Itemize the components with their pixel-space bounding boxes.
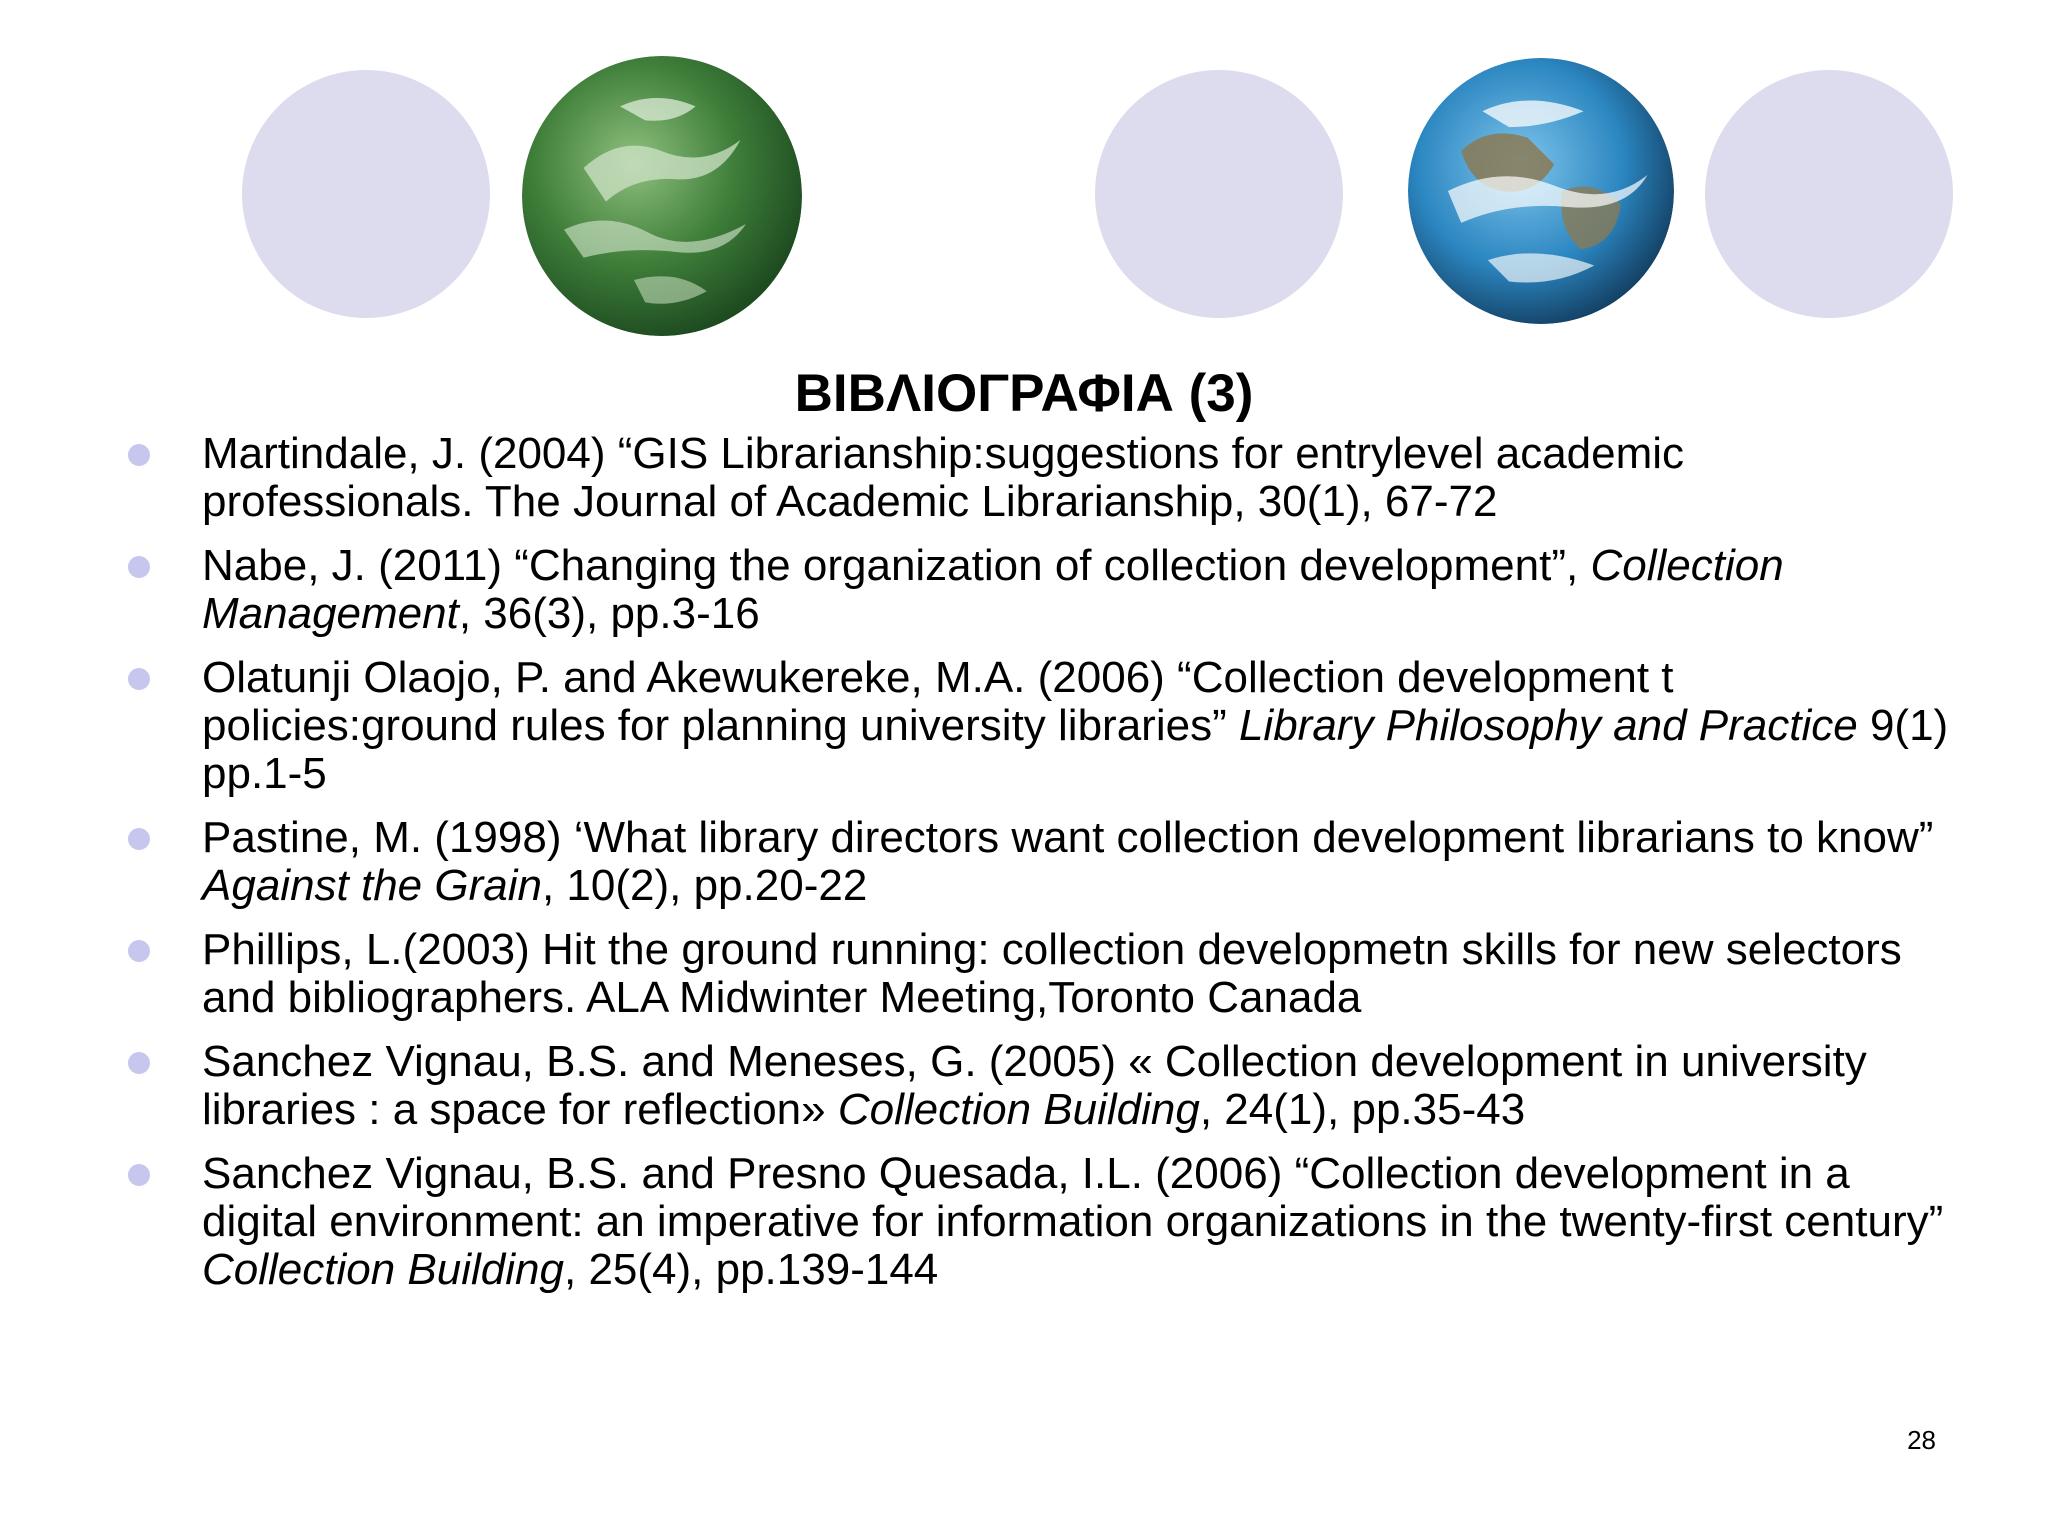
publication-title: Collection Building (202, 1245, 564, 1294)
bibliography-entry (120, 542, 1950, 638)
citation-text: Olatunji Olaojo, P. and Akewukereke, M.A. (2006) “Collection development t policies:ground rules for planning university libraries” (202, 653, 1674, 750)
citation-text: Sanchez Vignau, B.S. and Meneses, G. (2005) « Collection development in university libraries : a space for reflection» (202, 1037, 1867, 1134)
bibliography-entry (120, 926, 1950, 1022)
bibliography-list (120, 430, 1950, 1310)
bibliography-entry (120, 1038, 1950, 1134)
bullet-icon (128, 1164, 150, 1186)
page-number: 28 (1907, 1425, 1936, 1455)
citation-text: 9(1) pp.1-5 (202, 701, 1949, 798)
citation-text: , 36(3), pp.3-16 (458, 589, 760, 638)
bullet-icon (128, 940, 150, 962)
bullet-icon (128, 828, 150, 850)
lavender-circle (242, 70, 490, 318)
citation-text: , 24(1), pp.35-43 (1199, 1085, 1526, 1134)
bibliography-entry (120, 654, 1950, 798)
decorative-header (0, 0, 2048, 340)
publication-title: Collection Management (202, 541, 1784, 638)
bibliography-entry (120, 430, 1950, 526)
publication-title: Against the Grain (202, 861, 542, 910)
bullet-icon (128, 444, 150, 466)
green-globe-image (522, 56, 802, 336)
citation-text: Phillips, L.(2003) Hit the ground running: collection developmetn skills for new selectors and bibliographers. ALA Midwinter Meeting,Toronto Canada (202, 925, 1902, 1022)
citation-text: , 10(2), pp.20-22 (541, 861, 868, 910)
publication-title: Library Philosophy and Practice (1238, 701, 1858, 750)
citation-text: Martindale, J. (2004) “GIS Librarianship:suggestions for entrylevel academic professionals. The Journal of Academic Librarianship, 30(1), 67-72 (202, 429, 1685, 526)
citation-text: , 25(4), pp.139-144 (564, 1245, 939, 1294)
slide-title: ΒΙΒΛΙΟΓΡΑΦΙΑ (3) (794, 364, 1254, 423)
citation-text: Nabe, J. (2011) “Changing the organization of collection development”, (202, 541, 1591, 590)
bibliography-entry (120, 814, 1950, 910)
bullet-icon (128, 556, 150, 578)
lavender-circle (1095, 70, 1343, 318)
lavender-circle (1705, 70, 1953, 318)
bullet-icon (128, 668, 150, 690)
publication-title: Collection Building (837, 1085, 1200, 1134)
bibliography-entry (120, 1150, 1950, 1294)
citation-text: Pastine, M. (1998) ‘What library directors want collection development librarians to know” (202, 813, 1934, 862)
blue-globe-image (1408, 58, 1674, 324)
citation-text: Sanchez Vignau, B.S. and Presno Quesada, I.L. (2006) “Collection development in a digital environment: an imperative for information organizations in the twenty-first century” (202, 1149, 1944, 1246)
bullet-icon (128, 1052, 150, 1074)
